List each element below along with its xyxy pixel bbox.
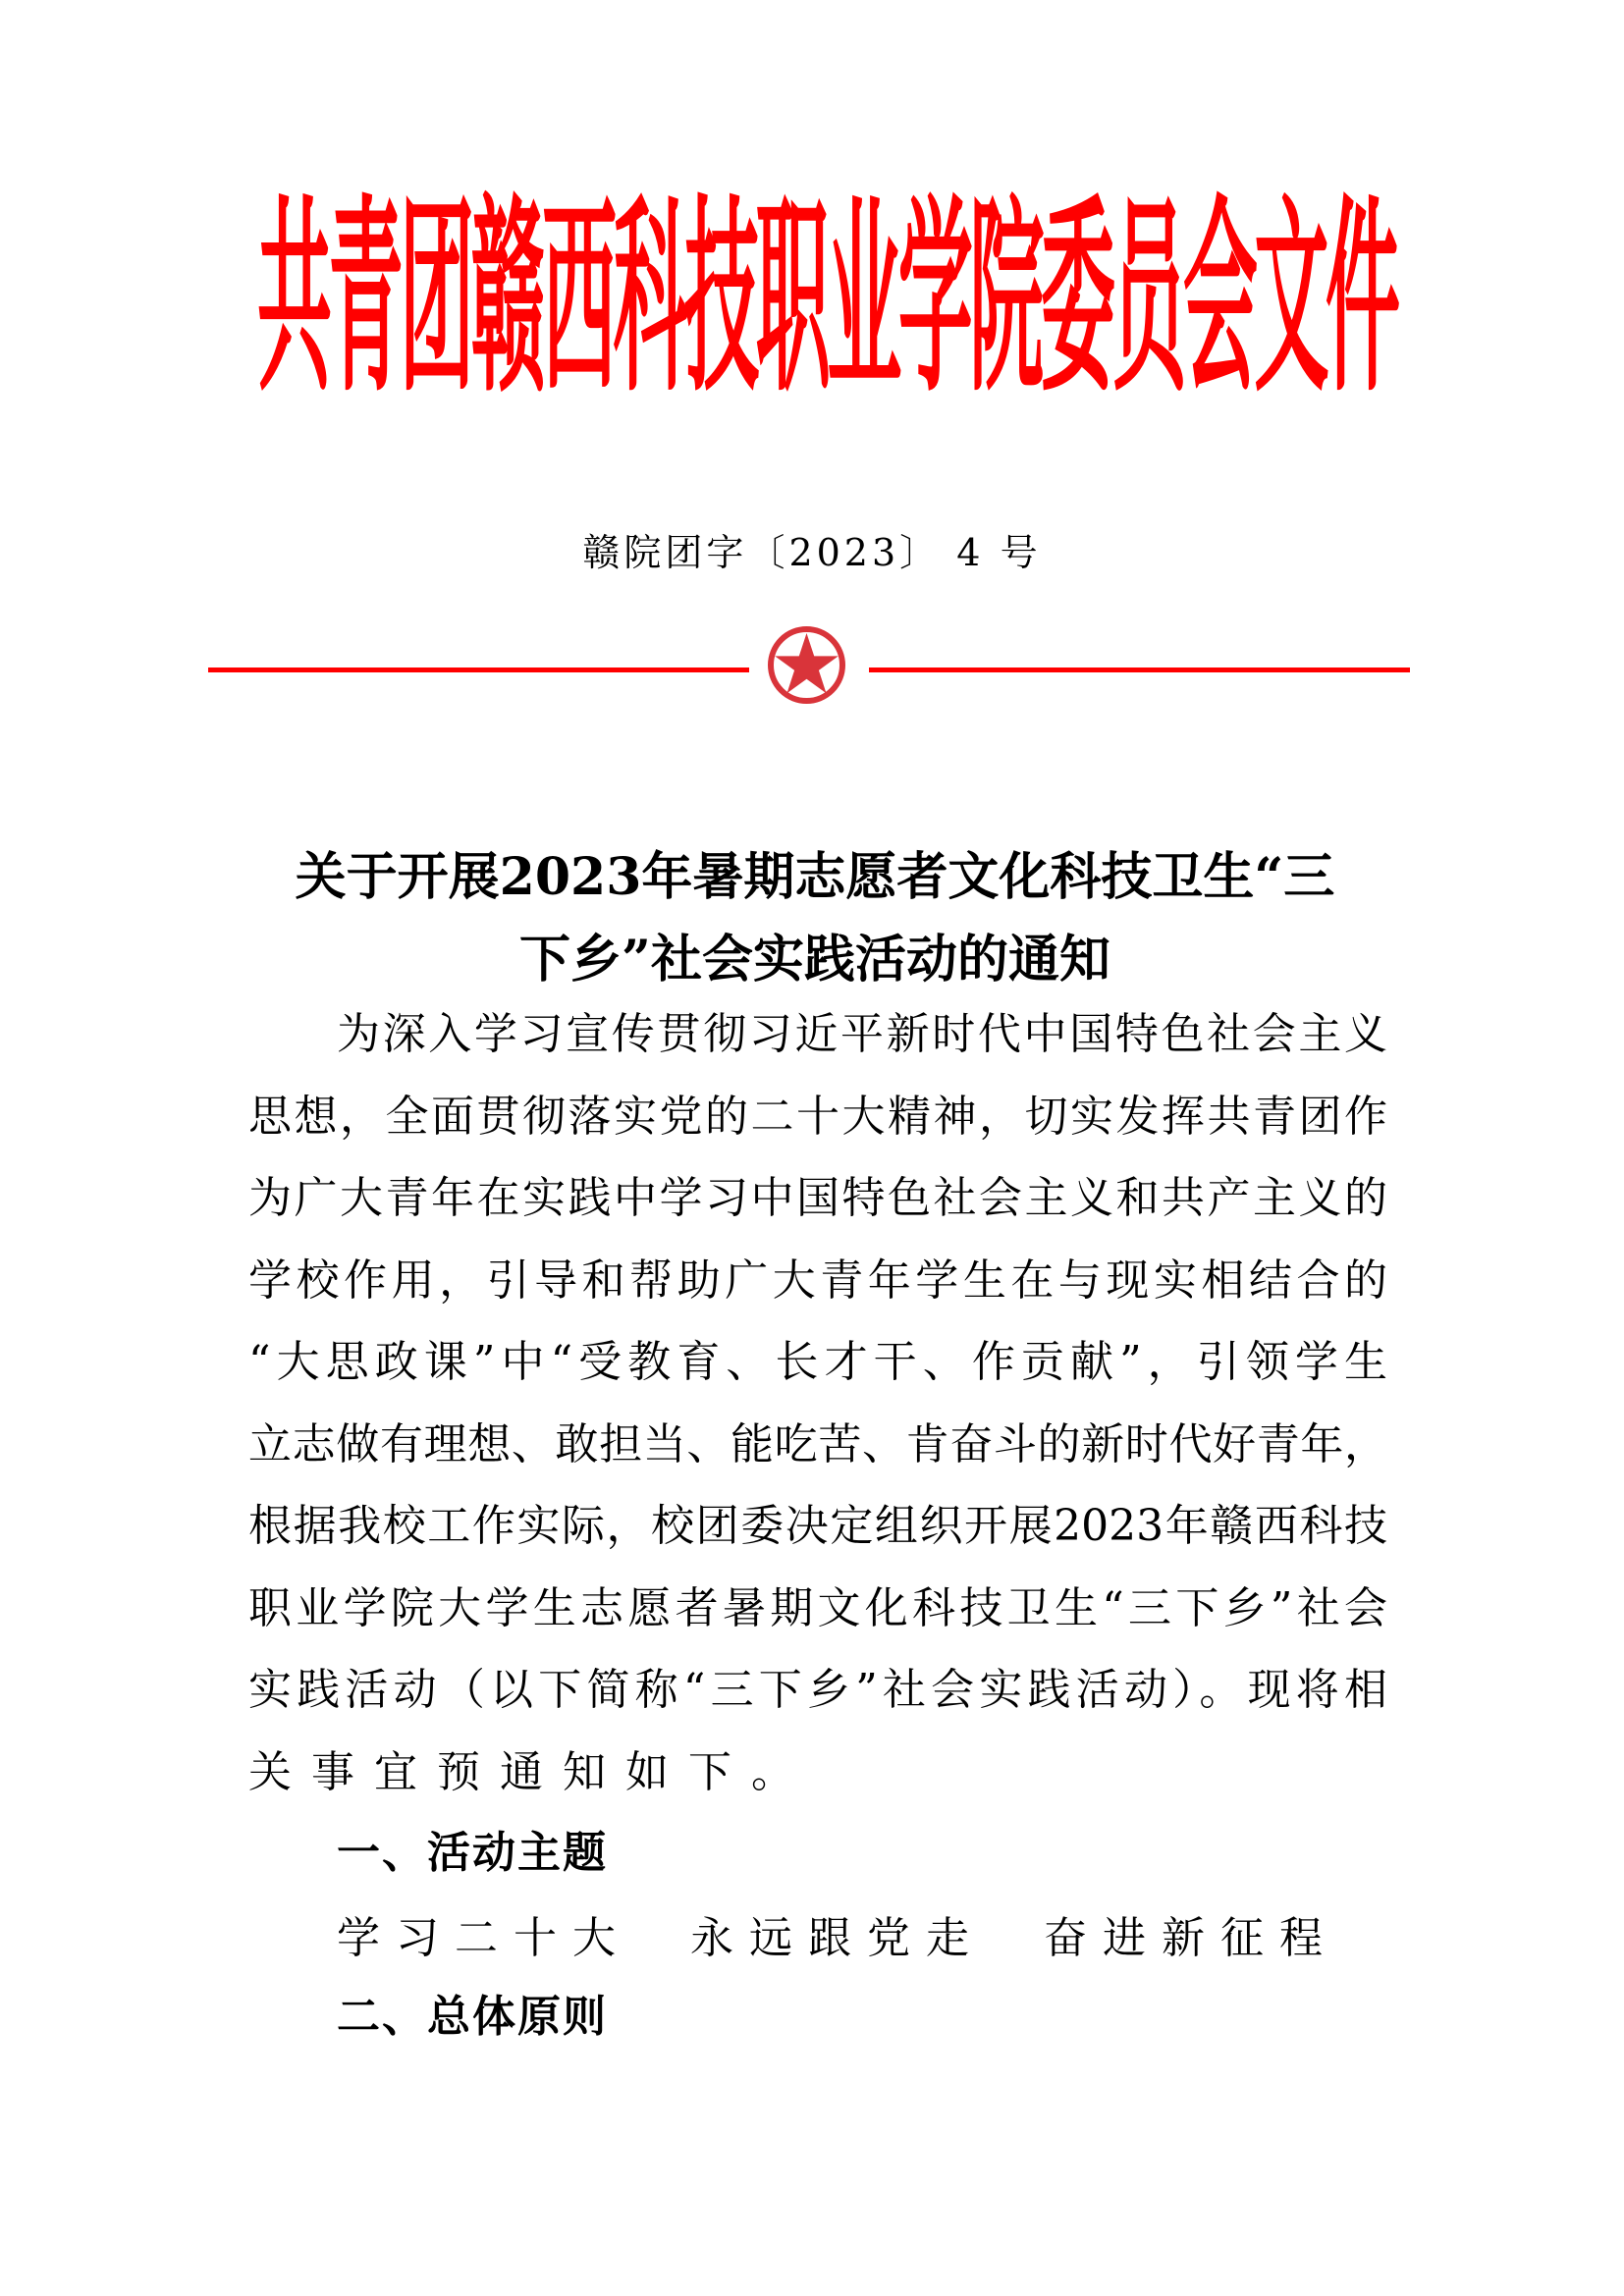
body-line: 为深入学习宣传贯彻习近平新时代中国特色社会主义 — [337, 1009, 1387, 1059]
doc-number-value: 4 — [956, 531, 985, 574]
body-line: “大思政课”中“受教育、长才干、作贡献”，引领学生 — [248, 1337, 1387, 1387]
masthead-char: 院 — [969, 175, 1045, 420]
body-line: 根据我校工作实际，校团委决定组织开展2023年赣西科技 — [248, 1501, 1387, 1551]
masthead-char: 共 — [257, 175, 332, 420]
masthead-char: 青 — [328, 175, 404, 420]
masthead-title — [257, 175, 1400, 420]
masthead-char: 文 — [1254, 175, 1329, 420]
doc-number-year: 2023 — [788, 531, 900, 574]
section-heading-general-principles: 二、总体原则 — [337, 1992, 608, 2042]
masthead-char: 西 — [542, 175, 618, 420]
body-line: 思想，全面贯彻落实党的二十大精神，切实发挥共青团作 — [248, 1091, 1387, 1142]
doc-number-close-bracket: 〕 — [899, 531, 942, 574]
masthead-char: 团 — [400, 175, 475, 420]
masthead-char: 科 — [613, 175, 688, 420]
red-separator-right — [869, 667, 1410, 672]
masthead-char: 员 — [1111, 175, 1187, 420]
masthead-char: 赣 — [470, 175, 546, 420]
document-number — [0, 528, 1624, 577]
section-heading-activity-theme: 一、活动主题 — [337, 1828, 608, 1878]
doc-number-suffix: 号 — [1000, 531, 1042, 574]
masthead-char: 技 — [684, 175, 760, 420]
title-line: 下乡”社会实践活动的通知 — [519, 930, 1110, 989]
body-line: 学校作用，引导和帮助广大青年学生在与现实相结合的 — [248, 1255, 1387, 1306]
masthead-char: 学 — [897, 175, 973, 420]
masthead-char: 业 — [827, 175, 902, 420]
title-line: 关于开展2023年暑期志愿者文化科技卫生“三 — [295, 847, 1335, 907]
masthead-char: 会 — [1182, 175, 1258, 420]
masthead-char: 件 — [1325, 175, 1400, 420]
body-line: 为广大青年在实践中学习中国特色社会主义和共产主义的 — [248, 1173, 1387, 1223]
red-separator-left — [208, 667, 749, 672]
masthead-char: 职 — [755, 175, 831, 420]
activity-theme-text: 学习二十大 永远跟党走 奋进新征程 — [337, 1913, 1338, 1963]
body-paragraph — [248, 993, 1387, 1813]
red-star-emblem-icon — [767, 625, 846, 705]
masthead-char: 委 — [1040, 175, 1115, 420]
notice-title — [236, 836, 1394, 1001]
body-line: 关事宜预通知如下。 — [248, 1746, 814, 1797]
body-line: 实践活动（以下简称“三下乡”社会实践活动）。现将相 — [248, 1665, 1387, 1715]
doc-number-open-bracket: 〔 — [747, 531, 789, 574]
body-line: 立志做有理想、敢担当、能吃苦、肯奋斗的新时代好青年， — [248, 1418, 1387, 1469]
doc-number-prefix: 赣院团字 — [582, 531, 748, 574]
body-line: 职业学院大学生志愿者暑期文化科技卫生“三下乡”社会 — [248, 1582, 1387, 1633]
